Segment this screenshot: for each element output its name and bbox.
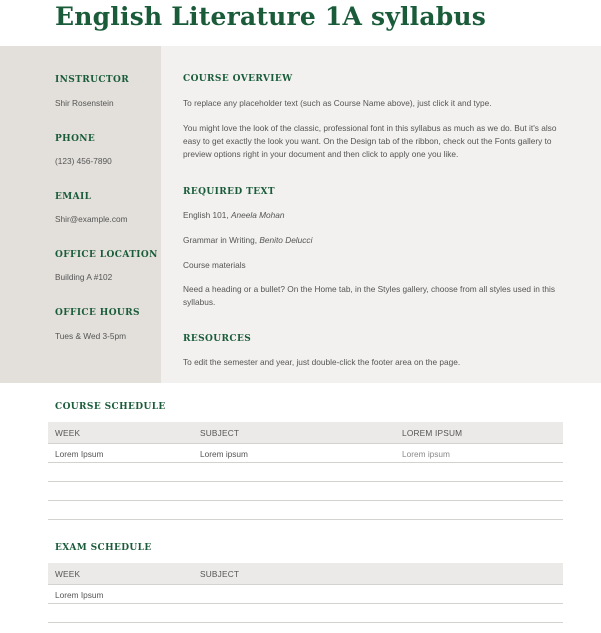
required-text-author: Aneela Mohan bbox=[230, 210, 285, 220]
exam-schedule-heading: EXAM SCHEDULE bbox=[55, 543, 152, 553]
office-hours-value: Tues & Wed 3-5pm bbox=[55, 331, 127, 341]
table-header-row bbox=[48, 563, 563, 585]
required-text-title: English 101, bbox=[183, 210, 231, 220]
table-cell: Lorem Ipsum bbox=[55, 449, 104, 459]
course-schedule-heading: COURSE SCHEDULE bbox=[55, 402, 166, 412]
table-row bbox=[48, 585, 563, 604]
table-cell: Lorem Ipsum bbox=[55, 590, 104, 600]
required-text-item bbox=[183, 234, 561, 247]
resources-heading: RESOURCES bbox=[183, 334, 252, 344]
office-hours-heading: OFFICE HOURS bbox=[55, 308, 140, 318]
overview-paragraph-1: To replace any placeholder text (such as Course Name above), just click it and type. bbox=[183, 98, 492, 108]
column-header-subject: SUBJECT bbox=[200, 569, 240, 579]
overview-paragraph-2: You might love the look of the classic, professional font in this syllabus as much as we do. But it's also easy to get exactly the look you want. On the Design tab of the ribbon, check out the Fonts gallery to preview options right in your document and then click to apply one you like. bbox=[183, 123, 557, 159]
table-row bbox=[48, 444, 563, 463]
page-title: English Literature 1A syllabus bbox=[55, 2, 487, 31]
required-text-note: Need a heading or a bullet? On the Home tab, in the Styles gallery, choose from all styles used in this syllabus. bbox=[183, 284, 556, 307]
phone-value: (123) 456-7890 bbox=[55, 156, 112, 166]
table-row bbox=[48, 482, 563, 501]
table-row bbox=[48, 604, 563, 623]
info-band bbox=[0, 46, 601, 383]
required-text-heading: REQUIRED TEXT bbox=[183, 187, 275, 197]
email-heading: EMAIL bbox=[55, 192, 92, 202]
required-text-item: Course materials bbox=[183, 260, 246, 270]
required-text-title: Grammar in Writing, bbox=[183, 235, 260, 245]
table-header-row bbox=[48, 422, 563, 444]
table-cell: Lorem ipsum bbox=[200, 449, 248, 459]
course-schedule-table bbox=[48, 422, 563, 520]
table-row bbox=[48, 501, 563, 520]
contact-sidebar bbox=[0, 46, 161, 383]
office-location-heading: OFFICE LOCATION bbox=[55, 250, 158, 260]
table-row bbox=[48, 463, 563, 482]
office-location-value: Building A #102 bbox=[55, 272, 113, 282]
column-header-week: WEEK bbox=[55, 569, 81, 579]
column-header-lorem-ipsum: LOREM IPSUM bbox=[402, 428, 463, 438]
phone-heading: PHONE bbox=[55, 134, 96, 144]
exam-schedule-table bbox=[48, 563, 563, 623]
column-header-week: WEEK bbox=[55, 428, 81, 438]
resources-text: To edit the semester and year, just double-click the footer area on the page. bbox=[183, 357, 461, 367]
course-overview-heading: COURSE OVERVIEW bbox=[183, 74, 293, 84]
instructor-heading: INSTRUCTOR bbox=[55, 75, 130, 85]
required-text-item bbox=[183, 209, 561, 222]
email-value: Shir@example.com bbox=[55, 214, 128, 224]
table-cell: Lorem ipsum bbox=[402, 449, 450, 459]
instructor-name: Shir Rosenstein bbox=[55, 98, 114, 108]
column-header-subject: SUBJECT bbox=[200, 428, 240, 438]
required-text-author: Benito Delucci bbox=[259, 235, 313, 245]
